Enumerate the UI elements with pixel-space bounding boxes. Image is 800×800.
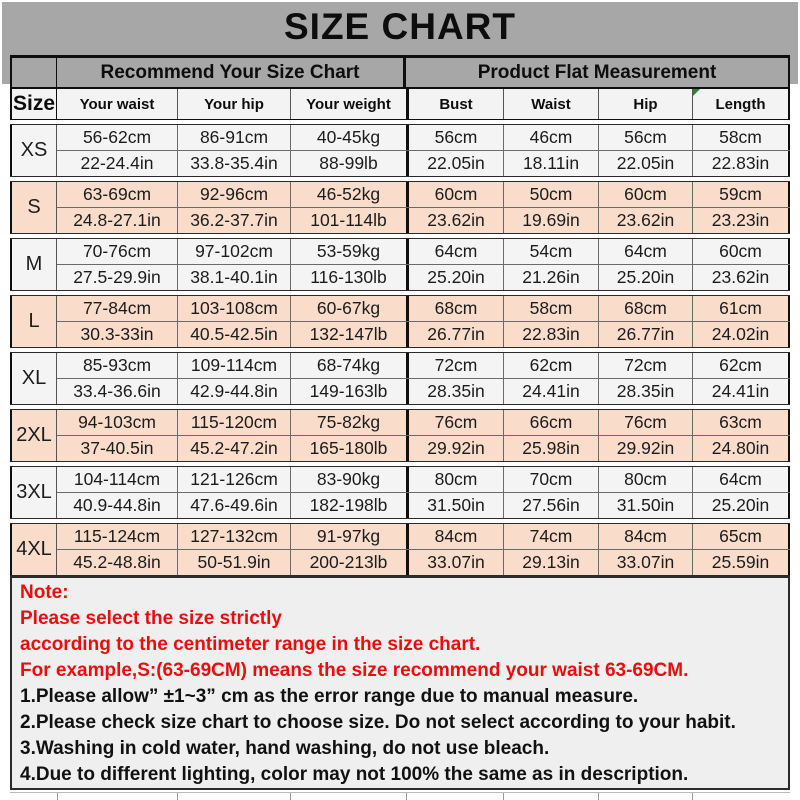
- value-cell: 30.3-33in: [80, 324, 154, 344]
- value-cell: 54cm: [503, 239, 598, 264]
- value-cell: 29.13in: [503, 550, 598, 575]
- value-cell: 31.50in: [598, 493, 692, 518]
- in-sub-row: [57, 435, 790, 461]
- table-row: [10, 124, 790, 177]
- value-cell: 165-180lb: [290, 436, 406, 461]
- value-cell: 101-114lb: [290, 208, 406, 233]
- value-cell: 60cm: [598, 182, 692, 207]
- cm-sub-row: [57, 296, 790, 321]
- value-cell: 121-126cm: [177, 467, 290, 492]
- cm-sub-row: [57, 524, 790, 549]
- value-cell: 58cm: [692, 125, 790, 150]
- note-line: 2.Please check size chart to choose size. Do not select according to your habit.: [20, 712, 736, 733]
- value-cell: 24.41in: [692, 379, 790, 404]
- group-header-row: [10, 55, 790, 89]
- value-cell: 84cm: [406, 524, 503, 549]
- value-cell: 22.83in: [503, 322, 598, 347]
- size-table: [10, 55, 790, 576]
- size-cell: 2XL: [10, 410, 57, 461]
- value-cell: 182-198lb: [290, 493, 406, 518]
- value-cell: 62cm: [692, 353, 790, 378]
- value-cell: 21.26in: [503, 265, 598, 290]
- value-cell: 127-132cm: [177, 524, 290, 549]
- value-cell: 23.62in: [692, 265, 790, 290]
- notes-box: [10, 576, 790, 790]
- value-cell: 22.05in: [598, 151, 692, 176]
- value-cell: 94-103cm: [78, 412, 156, 432]
- value-cell: 109-114cm: [177, 353, 290, 378]
- table-row: [10, 295, 790, 348]
- value-cell: 56-62cm: [82, 127, 152, 147]
- value-cell: 72cm: [406, 353, 503, 378]
- value-cell: 50cm: [503, 182, 598, 207]
- value-cell: 36.2-37.7in: [177, 208, 290, 233]
- column-header-your-weight: Your weight: [290, 89, 406, 119]
- value-cell: 25.20in: [598, 265, 692, 290]
- value-cell: 62cm: [503, 353, 598, 378]
- table-row: [10, 409, 790, 462]
- column-header-length: Length: [692, 89, 790, 119]
- value-cell: 97-102cm: [177, 239, 290, 264]
- value-cell: 92-96cm: [177, 182, 290, 207]
- table-row: [10, 238, 790, 291]
- cutoff-cell-border: [57, 793, 58, 800]
- value-cell: 200-213lb: [290, 550, 406, 575]
- cutoff-cell-border: [177, 793, 178, 800]
- value-cell: 33.07in: [598, 550, 692, 575]
- value-cell: 24.41in: [503, 379, 598, 404]
- value-cell: 60cm: [406, 182, 503, 207]
- column-header-waist: Waist: [503, 89, 598, 119]
- cm-sub-row: [57, 125, 790, 150]
- column-header-size: Size: [10, 89, 57, 119]
- column-header-bust: Bust: [406, 89, 503, 119]
- value-cell: 23.62in: [598, 208, 692, 233]
- value-cell: 66cm: [503, 410, 598, 435]
- column-header-your-hip: Your hip: [177, 89, 290, 119]
- value-cell: 56cm: [598, 125, 692, 150]
- note-line: 4.Due to different lighting, color may not 100% the same as in description.: [20, 764, 689, 785]
- value-cell: 104-114cm: [73, 469, 161, 489]
- value-cell: 68cm: [598, 296, 692, 321]
- measurement-cells: [57, 524, 790, 575]
- value-cell: 91-97kg: [290, 524, 406, 549]
- value-cell: 116-130lb: [290, 265, 406, 290]
- value-cell: 33.07in: [406, 550, 503, 575]
- value-cell: 56cm: [406, 125, 503, 150]
- value-cell: 63-69cm: [82, 184, 152, 204]
- value-cell: 25.20in: [406, 265, 503, 290]
- measurement-cells: [57, 182, 790, 233]
- cutoff-cell-border: [290, 793, 291, 800]
- cm-sub-row: [57, 182, 790, 207]
- value-cell: 60cm: [692, 239, 790, 264]
- size-cell: L: [10, 296, 57, 347]
- value-cell: 40.9-44.8in: [73, 495, 161, 515]
- group-header-recommend: Recommend Your Size Chart: [57, 58, 406, 87]
- value-cell: 50-51.9in: [177, 550, 290, 575]
- value-cell: 46-52kg: [290, 182, 406, 207]
- value-cell: 22.05in: [406, 151, 503, 176]
- value-cell: 45.2-47.2in: [177, 436, 290, 461]
- value-cell: 75-82kg: [290, 410, 406, 435]
- value-cell: 22-24.4in: [80, 153, 154, 173]
- value-cell: 80cm: [406, 467, 503, 492]
- value-cell: 24.80in: [692, 436, 790, 461]
- value-cell: 29.92in: [598, 436, 692, 461]
- measurement-cells: [57, 353, 790, 404]
- value-cell: 27.56in: [503, 493, 598, 518]
- cutoff-row: [10, 792, 790, 800]
- value-cell: 63cm: [692, 410, 790, 435]
- value-cell: 115-124cm: [73, 526, 161, 546]
- in-sub-row: [57, 549, 790, 575]
- value-cell: 77-84cm: [82, 298, 152, 318]
- in-sub-row: [57, 378, 790, 404]
- value-cell: 83-90kg: [290, 467, 406, 492]
- value-cell: 42.9-44.8in: [177, 379, 290, 404]
- value-cell: 31.50in: [406, 493, 503, 518]
- in-sub-row: [57, 207, 790, 233]
- value-cell: 149-163lb: [290, 379, 406, 404]
- in-sub-row: [57, 492, 790, 518]
- size-cell: M: [10, 239, 57, 290]
- value-cell: 28.35in: [598, 379, 692, 404]
- value-cell: 70-76cm: [82, 241, 152, 261]
- value-cell: 26.77in: [406, 322, 503, 347]
- cm-sub-row: [57, 239, 790, 264]
- value-cell: 46cm: [503, 125, 598, 150]
- group-header-spacer: [10, 58, 57, 87]
- value-cell: 40.5-42.5in: [177, 322, 290, 347]
- measurement-cells: [57, 467, 790, 518]
- value-cell: 64cm: [692, 467, 790, 492]
- value-cell: 22.83in: [692, 151, 790, 176]
- note-line: For example,S:(63-69CM) means the size recommend your waist 63-69CM.: [20, 660, 689, 681]
- note-line: Please select the size strictly: [20, 608, 282, 629]
- value-cell: 28.35in: [406, 379, 503, 404]
- table-row: [10, 523, 790, 576]
- table-row: [10, 181, 790, 234]
- in-sub-row: [57, 264, 790, 290]
- value-cell: 76cm: [598, 410, 692, 435]
- value-cell: 25.98in: [503, 436, 598, 461]
- table-row: [10, 466, 790, 519]
- value-cell: 64cm: [406, 239, 503, 264]
- measurement-cells: [57, 239, 790, 290]
- value-cell: 132-147lb: [290, 322, 406, 347]
- value-cell: 60-67kg: [290, 296, 406, 321]
- value-cell: 88-99lb: [290, 151, 406, 176]
- cm-sub-row: [57, 353, 790, 378]
- group-header-product: Product Flat Measurement: [406, 58, 790, 87]
- size-rows: [10, 124, 790, 576]
- value-cell: 40-45kg: [290, 125, 406, 150]
- value-cell: 25.20in: [692, 493, 790, 518]
- value-cell: 76cm: [406, 410, 503, 435]
- value-cell: 115-120cm: [177, 410, 290, 435]
- in-sub-row: [57, 150, 790, 176]
- cm-sub-row: [57, 467, 790, 492]
- column-header-your-waist: Your waist: [79, 95, 155, 113]
- note-line: Note:: [20, 582, 69, 603]
- value-cell: 19.69in: [503, 208, 598, 233]
- value-cell: 23.23in: [692, 208, 790, 233]
- value-cell: 47.6-49.6in: [177, 493, 290, 518]
- value-cell: 68cm: [406, 296, 503, 321]
- measurement-cells: [57, 125, 790, 176]
- value-cell: 85-93cm: [82, 355, 152, 375]
- cutoff-cell-border: [692, 793, 693, 800]
- value-cell: 72cm: [598, 353, 692, 378]
- value-cell: 29.92in: [406, 436, 503, 461]
- value-cell: 64cm: [598, 239, 692, 264]
- note-line: 3.Washing in cold water, hand washing, do not use bleach.: [20, 738, 550, 759]
- in-sub-row: [57, 321, 790, 347]
- cm-sub-row: [57, 410, 790, 435]
- value-cell: 33.8-35.4in: [177, 151, 290, 176]
- table-row: [10, 352, 790, 405]
- value-cell: 27.5-29.9in: [73, 267, 161, 287]
- cutoff-cell-border: [503, 793, 504, 800]
- value-cell: 53-59kg: [290, 239, 406, 264]
- column-header-hip: Hip: [598, 89, 692, 119]
- value-cell: 59cm: [692, 182, 790, 207]
- value-cell: 86-91cm: [177, 125, 290, 150]
- size-cell: S: [10, 182, 57, 233]
- value-cell: 70cm: [503, 467, 598, 492]
- cutoff-cell-border: [406, 793, 407, 800]
- size-cell: XL: [10, 353, 57, 404]
- value-cell: 61cm: [692, 296, 790, 321]
- note-line: 1.Please allow” ±1~3” cm as the error range due to manual measure.: [20, 686, 639, 707]
- value-cell: 38.1-40.1in: [177, 265, 290, 290]
- measurement-cells: [57, 410, 790, 461]
- value-cell: 103-108cm: [177, 296, 290, 321]
- cell-corner-marker-icon: [693, 89, 700, 96]
- size-cell: 3XL: [10, 467, 57, 518]
- value-cell: 68-74kg: [290, 353, 406, 378]
- value-cell: 58cm: [503, 296, 598, 321]
- note-line: according to the centimeter range in the size chart.: [20, 634, 481, 655]
- value-cell: 65cm: [692, 524, 790, 549]
- value-cell: 26.77in: [598, 322, 692, 347]
- column-header-row: [10, 89, 790, 120]
- value-cell: 84cm: [598, 524, 692, 549]
- value-cell: 37-40.5in: [80, 438, 154, 458]
- cutoff-cell-border: [598, 793, 599, 800]
- measurement-cells: [57, 296, 790, 347]
- size-cell: 4XL: [10, 524, 57, 575]
- value-cell: 33.4-36.6in: [73, 381, 161, 401]
- value-cell: 24.02in: [692, 322, 790, 347]
- value-cell: 45.2-48.8in: [73, 552, 161, 572]
- page-title: SIZE CHART: [284, 6, 516, 47]
- value-cell: 24.8-27.1in: [73, 210, 161, 230]
- value-cell: 74cm: [503, 524, 598, 549]
- value-cell: 25.59in: [692, 550, 790, 575]
- value-cell: 23.62in: [406, 208, 503, 233]
- size-cell: XS: [10, 125, 57, 176]
- value-cell: 18.11in: [503, 151, 598, 176]
- value-cell: 80cm: [598, 467, 692, 492]
